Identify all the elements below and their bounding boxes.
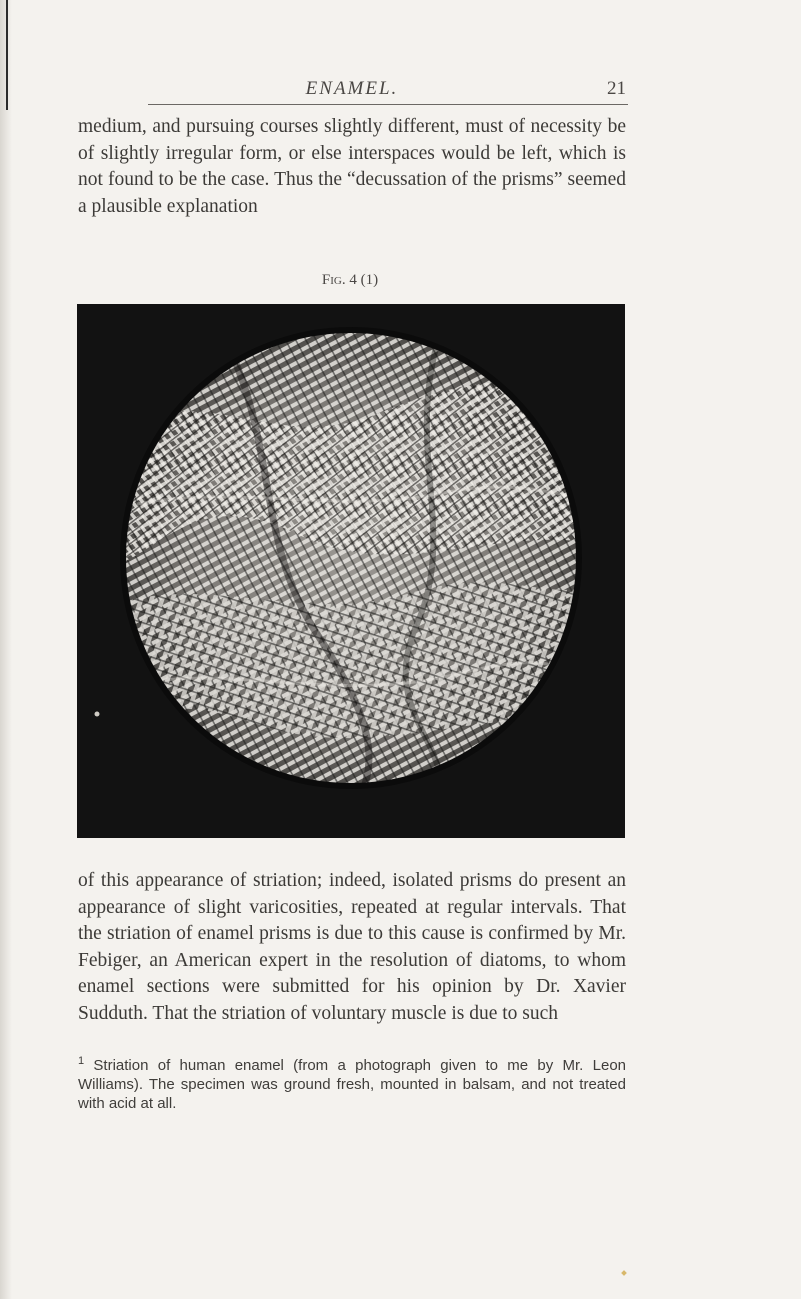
micrograph-image — [77, 304, 625, 838]
figure-caption — [250, 272, 450, 289]
figure-number: 4 — [349, 272, 357, 288]
page-binding-edge — [0, 0, 12, 1299]
footnote-marker: 1 — [78, 1055, 85, 1067]
figure-label: Fig. — [321, 272, 346, 288]
enamel-micrograph — [77, 304, 625, 838]
binding-mark — [6, 0, 8, 110]
header-rule — [148, 104, 628, 105]
body-paragraph-bottom: of this appearance of striation; indeed, isolated prisms do present an appearance of slight varicosities, repeated at regular intervals. That the striation of enamel prisms is due to this cause is confirmed by Mr. Febiger, an American expert in the resolution of diatoms, to whom enamel sections were submitted for his opinion by Dr. Xavier Sudduth. That the striation of voluntary muscle is due to such — [78, 870, 626, 1024]
footnote — [78, 1052, 626, 1113]
page-number: 21 — [607, 78, 626, 99]
paper-speck — [621, 1270, 627, 1276]
running-title: ENAMEL. — [305, 78, 399, 99]
footnote-text: Striation of human enamel (from a photograph given to me by Mr. Leon Williams). The specimen was ground fresh, mounted in balsam, and not treated with acid at all. — [78, 1057, 627, 1112]
running-head — [78, 78, 626, 108]
body-paragraph-top: medium, and pursuing courses slightly different, must of necessity be of slightly irregular form, or else interspaces would be left, which is not found to be the case. Thus the “decussation of the prisms” seemed a plausible explanation — [78, 116, 626, 217]
figure-note-ref: (1) — [360, 272, 379, 288]
